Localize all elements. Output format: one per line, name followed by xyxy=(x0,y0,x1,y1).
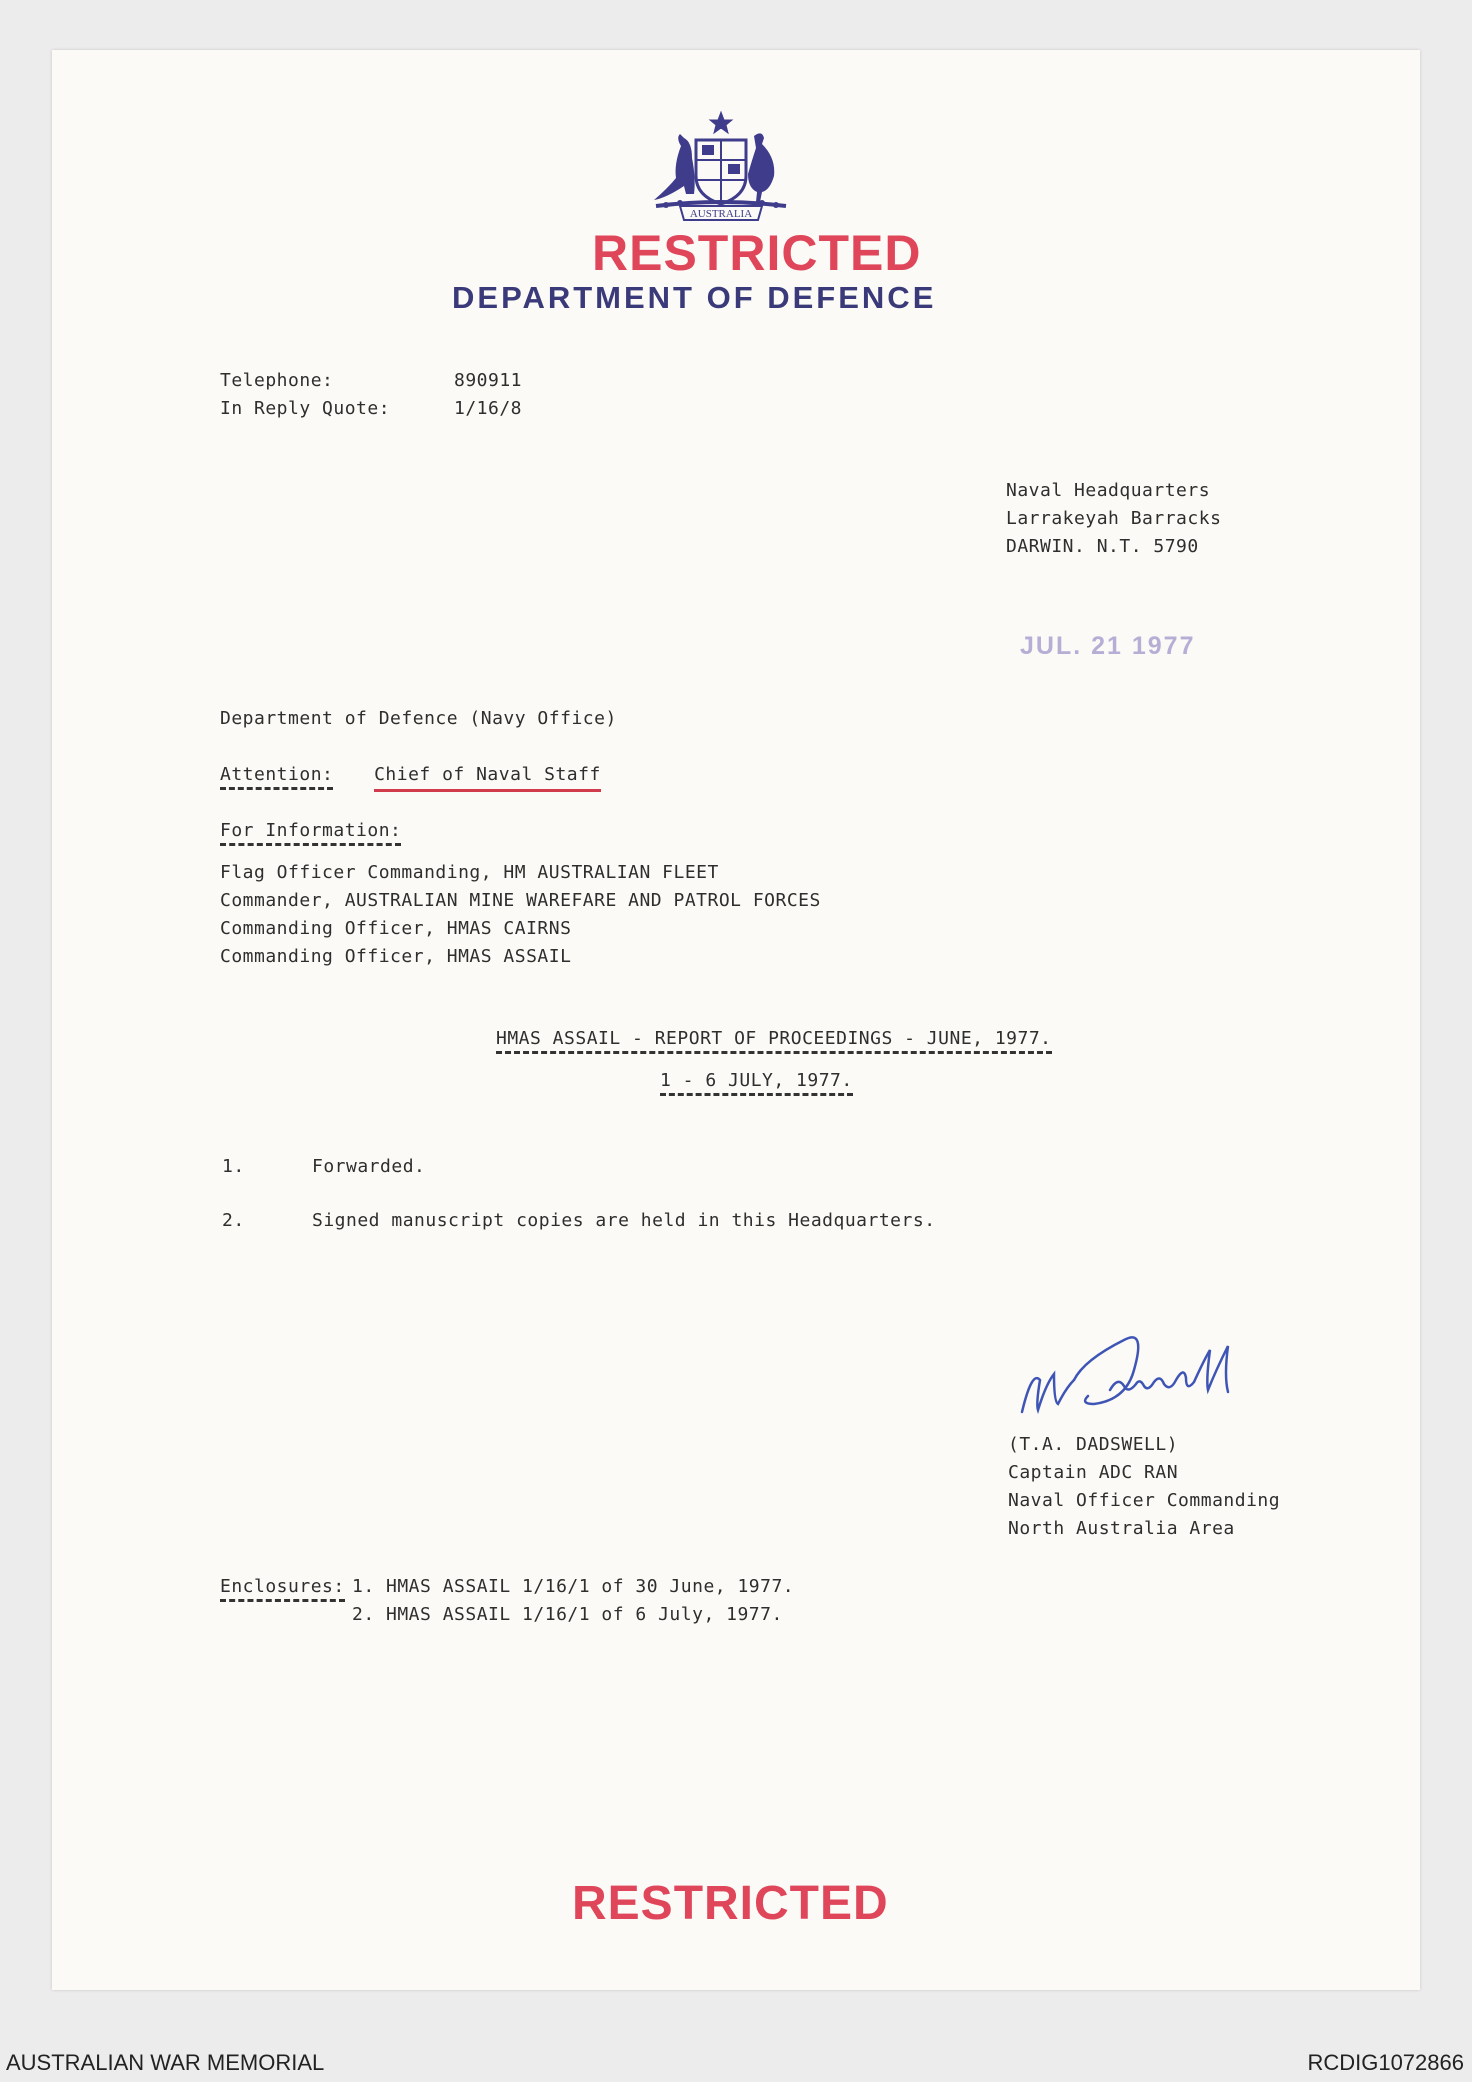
reply-quote-label: In Reply Quote: xyxy=(220,398,391,419)
signatory-area: North Australia Area xyxy=(1008,1518,1235,1539)
address-line: Larrakeyah Barracks xyxy=(1006,508,1222,529)
info-list-item: Flag Officer Commanding, HM AUSTRALIAN FLEET xyxy=(220,862,719,883)
attention-label: Attention: xyxy=(220,764,333,790)
info-list-item: Commanding Officer, HMAS CAIRNS xyxy=(220,918,572,939)
for-information-label: For Information: xyxy=(220,820,401,841)
archive-record-id: RCDIG1072866 xyxy=(1307,2050,1464,2075)
info-list-item: Commanding Officer, HMAS ASSAIL xyxy=(220,946,572,967)
paragraph-number: 2. xyxy=(222,1210,245,1231)
address-line: Naval Headquarters xyxy=(1006,480,1211,501)
handwritten-signature xyxy=(1014,1300,1254,1430)
coat-of-arms-icon xyxy=(636,108,806,226)
enclosure-item: 1. HMAS ASSAIL 1/16/1 of 30 June, 1977. xyxy=(352,1576,795,1597)
signatory-rank: Captain ADC RAN xyxy=(1008,1462,1179,1483)
telephone-label: Telephone: xyxy=(220,370,334,391)
signatory-title: Naval Officer Commanding xyxy=(1008,1490,1281,1511)
paragraph-text: Forwarded. xyxy=(312,1156,426,1177)
archive-source-label: AUSTRALIAN WAR MEMORIAL xyxy=(6,2050,325,2075)
subject-line-1: HMAS ASSAIL - REPORT OF PROCEEDINGS - JUNE, 1977. xyxy=(496,1028,1052,1049)
enclosures-label: Enclosures: xyxy=(220,1576,345,1597)
address-line: DARWIN. N.T. 5790 xyxy=(1006,536,1199,557)
signatory-name: (T.A. DADSWELL) xyxy=(1008,1434,1179,1455)
reply-quote-value: 1/16/8 xyxy=(454,398,523,419)
telephone-value: 890911 xyxy=(454,370,523,391)
attention-value: Chief of Naval Staff xyxy=(374,764,601,792)
paragraph-number: 1. xyxy=(222,1156,245,1177)
department-heading: DEPARTMENT OF DEFENCE xyxy=(452,280,937,315)
info-list-item: Commander, AUSTRALIAN MINE WAREFARE AND PATROL FORCES xyxy=(220,890,821,911)
classification-bottom: RESTRICTED xyxy=(572,1877,889,1930)
crest-label: AUSTRALIA xyxy=(689,208,753,220)
document-page xyxy=(52,50,1420,1990)
enclosure-item: 2. HMAS ASSAIL 1/16/1 of 6 July, 1977. xyxy=(352,1604,783,1625)
paragraph-text: Signed manuscript copies are held in this Headquarters. xyxy=(312,1210,936,1231)
date-received-stamp: JUL. 21 1977 xyxy=(1020,632,1196,660)
subject-line-2: 1 - 6 JULY, 1977. xyxy=(660,1070,853,1091)
attention-row xyxy=(220,764,601,785)
classification-top: RESTRICTED xyxy=(592,225,922,281)
recipient-line: Department of Defence (Navy Office) xyxy=(220,708,617,729)
